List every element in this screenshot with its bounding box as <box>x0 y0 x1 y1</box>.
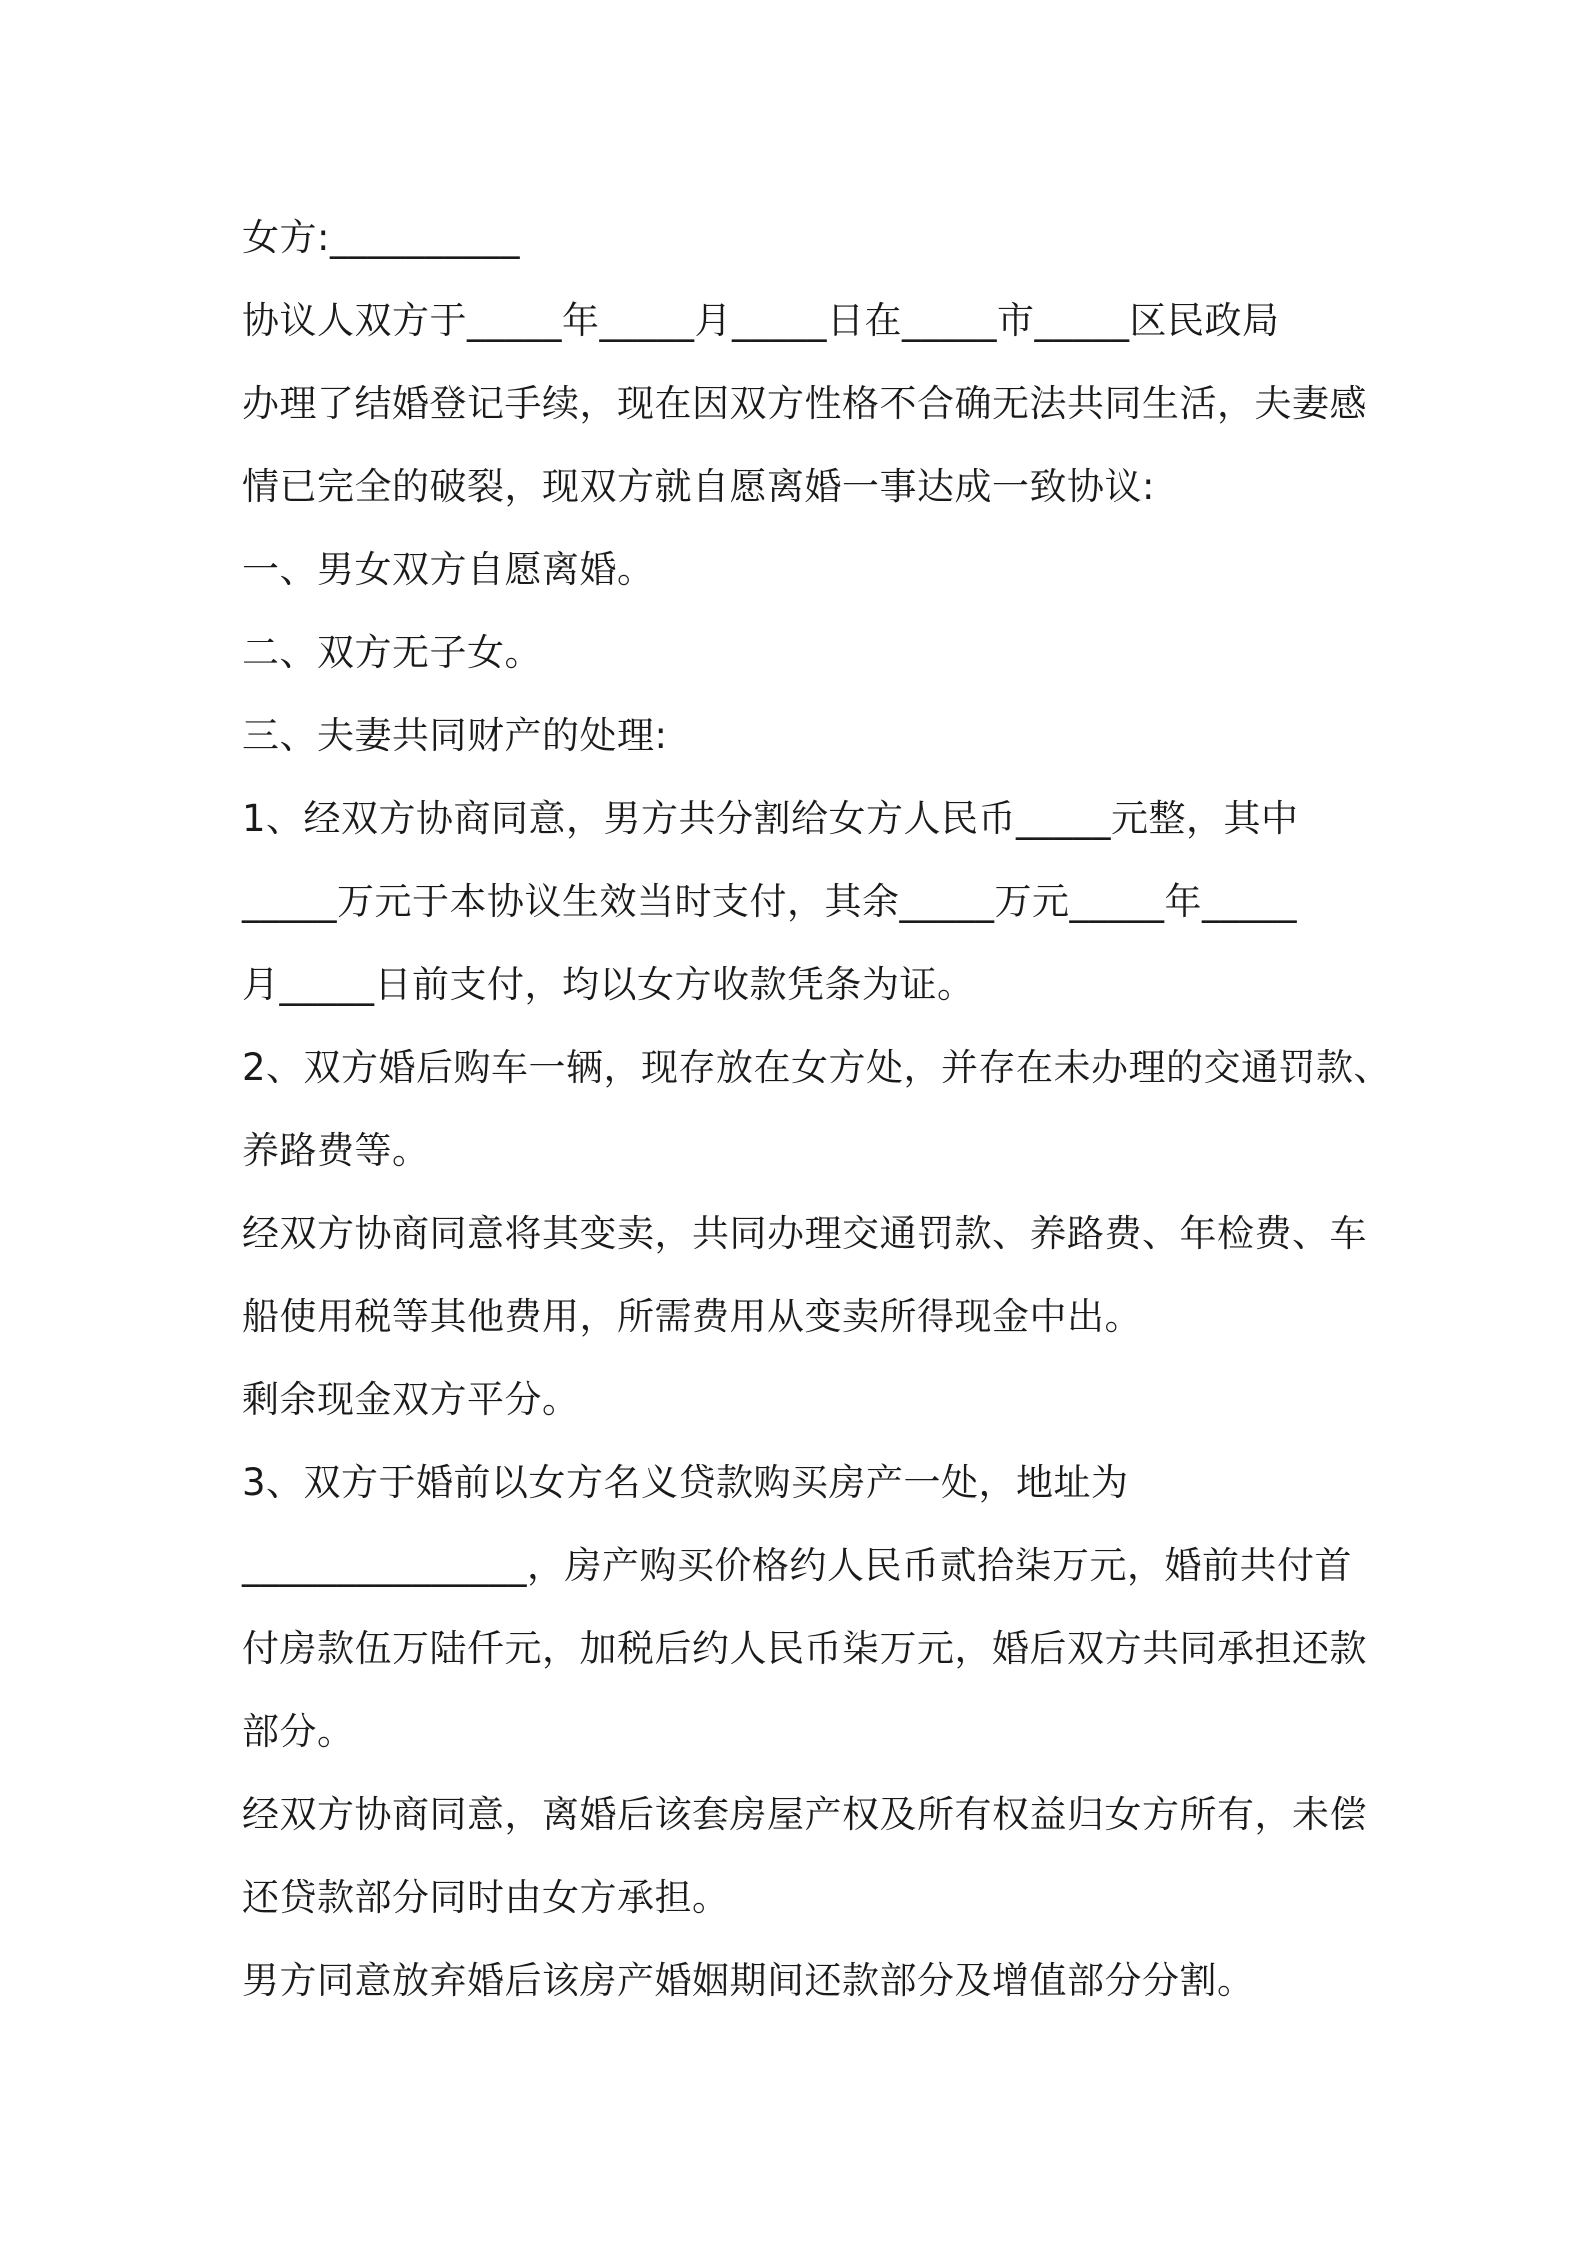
paragraph-line: 经双方协商同意将其变卖，共同办理交通罚款、养路费、年检费、车 <box>242 1212 1367 1255</box>
paragraph-line: 男方同意放弃婚后该房产婚姻期间还款部分及增值部分分割。 <box>242 1959 1255 2002</box>
paragraph-line: 剩余现金双方平分。 <box>242 1378 580 1421</box>
clause-2-heading: 二、双方无子女。 <box>242 631 542 674</box>
paragraph-line: 船使用税等其他费用，所需费用从变卖所得现金中出。 <box>242 1295 1142 1338</box>
sub-item-3-line: _______________，房产购买价格约人民币贰拾柒万元，婚前共付首 <box>242 1544 1352 1587</box>
agreement-body <box>242 196 1392 2022</box>
paragraph-line: 经双方协商同意，离婚后该套房屋产权及所有权益归女方所有，未偿 <box>242 1793 1367 1836</box>
sub-item-1-line: 月_____日前支付，均以女方收款凭条为证。 <box>242 963 975 1006</box>
female-party-line: 女方:__________ <box>242 216 520 259</box>
sub-item-3-line: 部分。 <box>242 1710 355 1753</box>
clause-1-heading: 一、男女双方自愿离婚。 <box>242 548 655 591</box>
paragraph-line: 还贷款部分同时由女方承担。 <box>242 1876 730 1919</box>
sub-item-1-line: _____万元于本协议生效当时支付，其余_____万元_____年_____ <box>242 880 1297 923</box>
sub-item-2-line: 2、双方婚后购车一辆，现存放在女方处，并存在未办理的交通罚款、 <box>242 1046 1392 1089</box>
sub-item-1-line: 1、经双方协商同意，男方共分割给女方人民币_____元整，其中 <box>242 797 1299 840</box>
sub-item-3-line: 付房款伍万陆仟元，加税后约人民币柒万元，婚后双方共同承担还款 <box>242 1627 1367 1670</box>
sub-item-3-line: 3、双方于婚前以女方名义贷款购买房产一处，地址为 <box>242 1461 1129 1504</box>
clause-3-heading: 三、夫妻共同财产的处理: <box>242 714 668 757</box>
sub-item-2-line: 养路费等。 <box>242 1129 430 1172</box>
registration-date-line: 协议人双方于_____年_____月_____日在_____市_____区民政局 <box>242 299 1280 342</box>
paragraph-line: 办理了结婚登记手续，现在因双方性格不合确无法共同生活，夫妻感 <box>242 382 1367 425</box>
paragraph-line: 情已完全的破裂，现双方就自愿离婚一事达成一致协议: <box>242 465 1155 508</box>
